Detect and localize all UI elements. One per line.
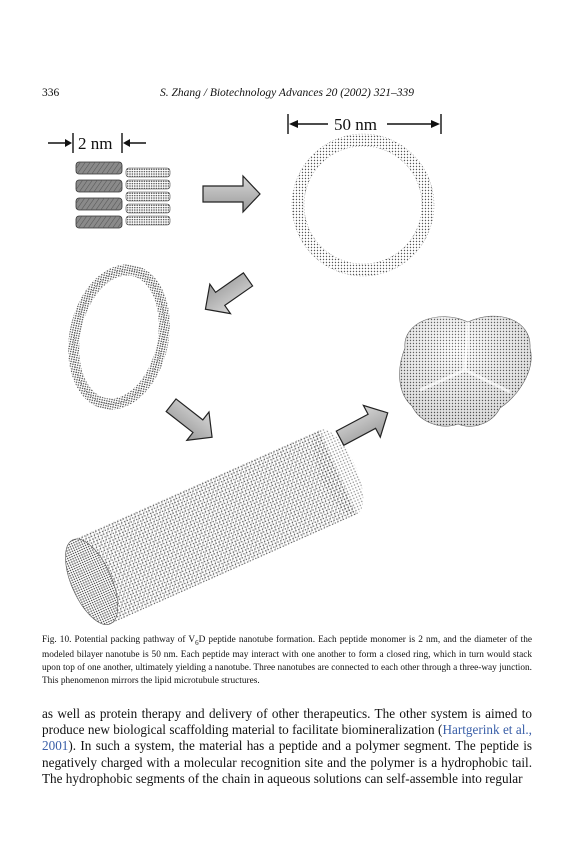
tilted-peptide-ring: [62, 261, 176, 412]
bilayer-nanotube: [55, 423, 374, 628]
scale-label-2nm: 2 nm: [78, 134, 113, 153]
arrow-monomer-to-ring: [203, 176, 260, 212]
figure-10: [40, 108, 540, 628]
body-paragraph: [42, 706, 532, 787]
body-text-part2: ). In such a system, the material has a peptide and a polymer segment. The peptide is negatively charged with a molecular recognition site and the polymer is a hydrophobic tail. The hydrophobic segments of the chain in aqueous solutions can self-assemble into regular: [42, 738, 532, 786]
peptide-monomer-stack: [76, 162, 170, 228]
figure-caption: [42, 634, 532, 687]
body-text-part1: as well as protein therapy and delivery of other therapeutics. The other system is aimed to produce new biological scaffolding material to facilitate biomineralization (: [42, 706, 532, 738]
caption-subscript: 6: [195, 638, 199, 647]
arrow-ring-to-nanotube: [160, 391, 223, 451]
scale-bar-50nm: [288, 114, 441, 134]
scale-bar-2nm: [48, 133, 146, 153]
page-number: 336: [42, 87, 60, 99]
closed-peptide-ring: [292, 134, 434, 276]
arrow-ring-to-tilted-ring: [195, 265, 258, 324]
running-title: S. Zhang / Biotechnology Advances 20 (2002) 321–339: [159, 87, 415, 99]
three-way-junction: [400, 316, 532, 426]
caption-text: D peptide nanotube formation. Each peptide monomer is 2 nm, and the diameter of the modeled bilayer nanotube is 50 nm. Each peptide may interact with one another to form a closed ring, which in turn would stack upon top of one another, ultimately yielding a nanotube. Three nanotubes are connected to each other through a three-way junction. This phenomenon mirrors the lipid microtubule structures.: [42, 635, 532, 686]
scale-label-50nm: 50 nm: [334, 115, 377, 134]
citation-link[interactable]: Hartgerink et al., 2001: [42, 722, 532, 754]
caption-prefix: Fig. 10. Potential packing pathway of V: [42, 635, 196, 645]
running-header: [42, 87, 532, 103]
